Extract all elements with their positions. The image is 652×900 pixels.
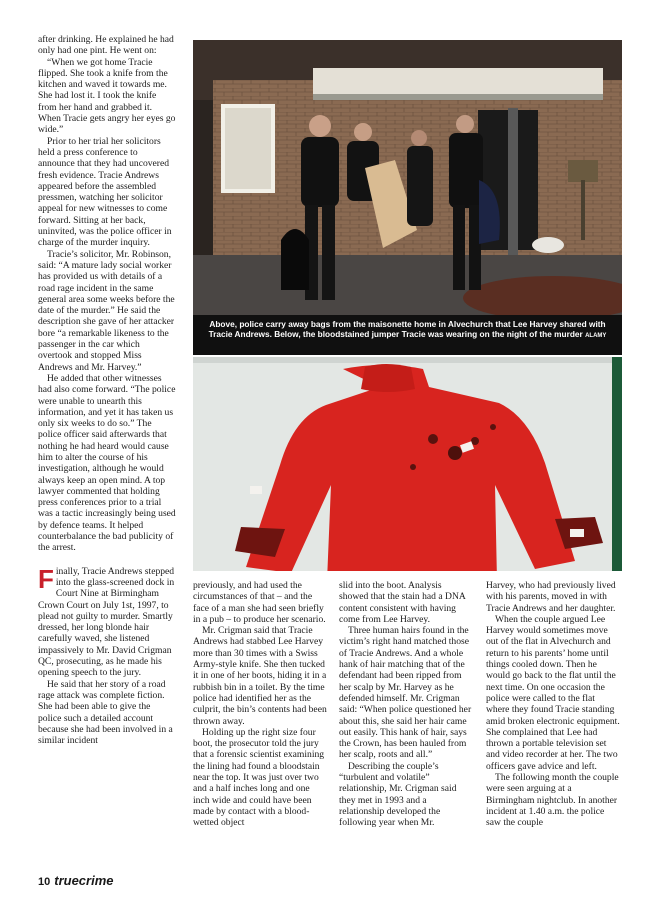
photo-caption: [193, 315, 622, 355]
paragraph: after drinking. He explained he had only had one pint. He went on:: [38, 34, 174, 57]
paragraph: Tracie’s solicitor, Mr. Robinson, said: “A mature lady social worker has provided us with details of a road rage incident in the same general area some weeks before the date of the murder.” He said the description she gave of her attacker bore “a remarkable likeness to the passenger in the car which overtook and stopped Miss Andrews and Mr. Harvey.”: [38, 248, 175, 373]
paragraph: Describing the couple’s “turbulent and volatile” relationship, Mr. Crigman said they met in 1993 and a relationship developed the following year when Mr.: [339, 760, 457, 829]
drop-cap: F: [38, 563, 54, 594]
column-1-top: [38, 34, 176, 554]
police-photo-illustration: [193, 40, 622, 315]
column-1: [38, 34, 176, 746]
photo-bloodstained-jumper: [193, 357, 622, 571]
dropcap-paragraph: [38, 563, 176, 679]
column-2: [193, 580, 327, 829]
caption-text: Above, police carry away bags from the maisonette home in Alvechurch that Lee Harvey shared with Tracie Andrews. Below, the bloodstained jumper Tracie was wearing on the night of the murder: [208, 319, 606, 340]
photo-credit: ALAMY: [585, 333, 607, 340]
jumper-illustration: [193, 357, 622, 571]
paragraph: Three human hairs found in the victim’s right hand matched those of Tracie Andrews. And a whole hank of hair matching that of the defendant had been ripped from her scalp by Mr. Harvey as he defended himself. Mr. Crigman said: “When police questioned her about this, she said her hair came out easily. This hank of hair, says the Crown, has been hauled from her scalp, roots and all.”: [339, 625, 472, 761]
paragraph: He added that other witnesses had also come forward. “The police were unable to unearth this information, and yet it has taken us only six weeks to do so.” The police officer said afterwards that nothing he had heard would cause him to alter the course of his investigation, although he would always keep an open mind. A top lawyer commented that holding press conferences prior to a trial was a tactic increasingly being used by defence teams. It helped counterbalance the bad publicity of the arrest.: [38, 372, 176, 554]
paragraph: “When we got home Tracie flipped. She took a knife from the kitchen and waved it towards me. She had lost it. I took the knife from her hand and grabbed it. When Tracie gets angry her eyes go wide.”: [38, 56, 176, 136]
paragraph: Harvey, who had previously lived with his parents, moved in with Tracie Andrews and her daughter.: [486, 580, 616, 614]
paragraph: previously, and had used the circumstances of that – and the face of a man she had seen briefly in a pub – to produce her scenario.: [193, 580, 326, 625]
paragraph: Mr. Crigman said that Tracie Andrews had stabbed Lee Harvey more than 30 times with a Swiss Army-style knife. She then tucked it in one of her boots, hiding it in a rubbish bin in a toilet. By the time police had identified her as the culprit, the bin’s contents had been thrown away.: [193, 625, 327, 727]
paragraph: The following month the couple were seen arguing at a Birmingham nightclub. In another incident at 1.40 a.m. the police saw the couple: [486, 772, 619, 829]
paragraph: Prior to her trial her solicitors held a press conference to announce that they had uncovered fresh evidence. Tracie Andrews appeared before the assembled pressmen, watching her solicitor appeal for new witnesses to come forward. Sitting at her back, uninvited, was the police officer in charge of the murder inquiry.: [38, 135, 172, 249]
page-number: 10: [38, 876, 51, 888]
dropcap-paragraph-text: inally, Tracie Andrews stepped into the glass-screened dock in Court Nine at Birmingham Crown Court on July 1st, 1997, to plead not guilty to murder. Smartly dressed, her long blonde hair carefully waved, she listened impassively to Mr. David Crigman QC, prosecuting, as he made his opening speech to the jury.: [38, 565, 175, 679]
magazine-brand: truecrime: [54, 873, 114, 888]
paragraph: He said that her story of a road rage attack was complete fiction. She had been able to give the police such a detailed account because she had been involved in a similar incident: [38, 678, 173, 747]
column-3: [339, 580, 473, 829]
column-4: [486, 580, 620, 829]
page-footer: [38, 873, 114, 888]
section-break: [38, 554, 176, 566]
paragraph: Holding up the right size four boot, the prosecutor told the jury that a forensic scientist examining the lining had found a bloodstain near the top. It was just over two and a half inches long and one inch wide and could have been made by contact with a blood-wetted object: [193, 726, 325, 829]
paragraph: slid into the boot. Analysis showed that the stain had a DNA content consistent with having come from Lee Harvey.: [339, 580, 466, 625]
paragraph: When the couple argued Lee Harvey would sometimes move out of the flat in Alvechurch and return to his parents’ home until things cooled down. Then he would go back to the flat until the next time. On one occasion the police were called to the flat where they found Tracie standing amid broken electronic equipment. She complained that Lee had thrown a portable television set and video recorder at her. The two officers gave advice and left.: [486, 613, 620, 772]
photo-police-carrying-bags: [193, 40, 622, 315]
